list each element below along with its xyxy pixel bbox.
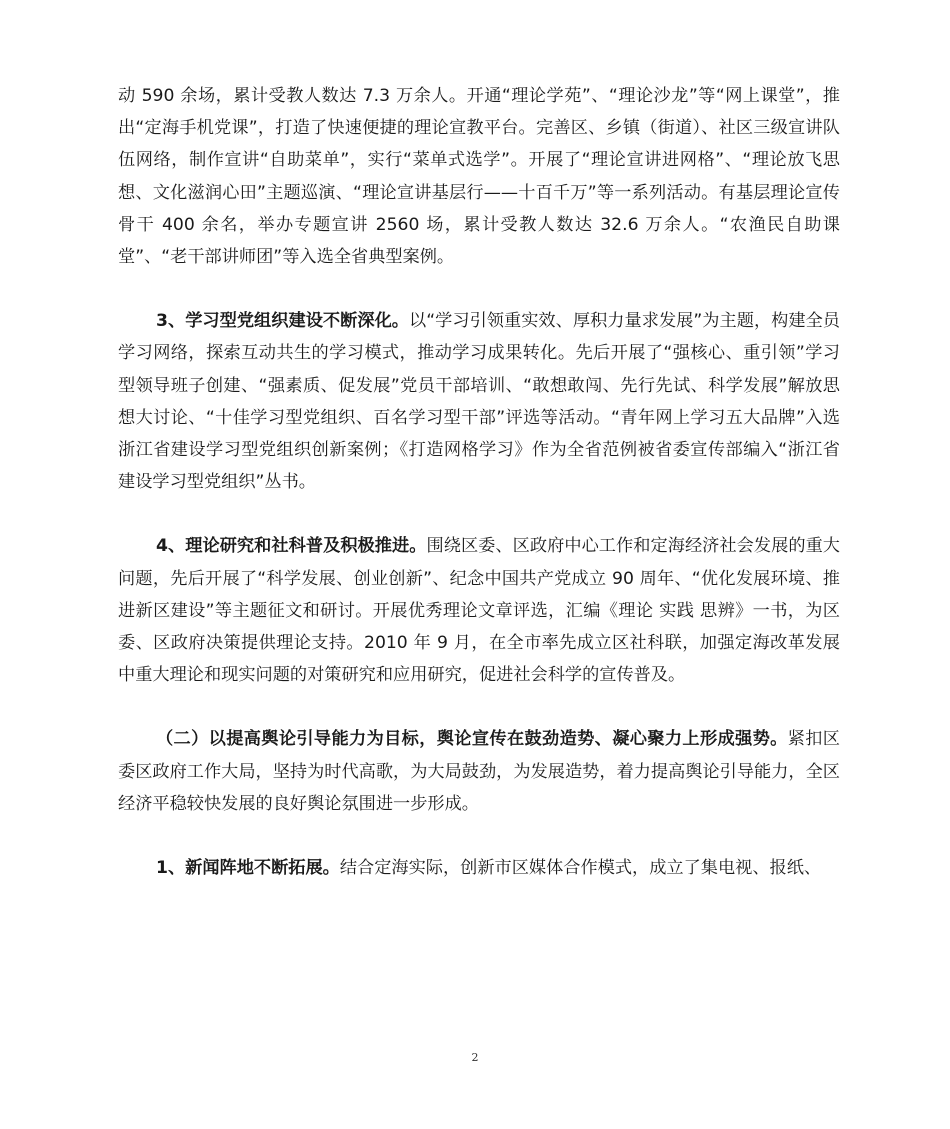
paragraph-heading: 3、学习型党组织建设不断深化。 [156,311,409,332]
paragraph-heading: 1、新闻阵地不断拓展。 [156,858,340,879]
paragraph-text: 紧扣区委区政府工作大局，坚持为时代高歌，为大局鼓劲，为发展造势，着力提高舆论引导能力，全区经济平稳较快发展的良好舆论氛围进一步形成。 [118,729,840,814]
paragraph-heading: 4、理论研究和社科普及积极推进。 [156,536,427,557]
section-heading: （二）以提高舆论引导能力为目标，舆论宣传在鼓劲造势、凝心聚力上形成强势。 [156,729,788,750]
paragraph-spacer [118,820,840,852]
page-number: 2 [471,1051,479,1064]
paragraph-public-opinion [118,723,840,820]
paragraph-text: 以“学习引领重实效、厚积力量求发展”为主题，构建全员学习网络，探索互动共生的学习模式，推动学习成果转化。先后开展了“强核心、重引领”学习型领导班子创建、“强素质、促发展”党员干部培训、“敢想敢闯、先行先试、科学发展”解放思想大讨论、“十佳学习型党组织、百名学习型干部”评选等活动。“青年网上学习五大品牌”入选浙江省建设学习型党组织创新案例；《打造网格学习》作为全省范例被省委宣传部编入“浙江省建设学习型党组织”丛书。 [118,311,840,493]
paragraph-text: 动 590 余场，累计受教人数达 7.3 万余人。开通“理论学苑”、“理论沙龙”等“网上课堂”，推出“定海手机党课”，打造了快速便捷的理论宣教平台。完善区、乡镇（街道）、社区三级宣讲队伍网络，制作宣讲“自助菜单”，实行“菜单式选学”。开展了“理论宣讲进网格”、“理论放飞思想、文化滋润心田”主题巡演、“理论宣讲基层行——十百千万”等一系列活动。有基层理论宣传骨干 400 余名，举办专题宣讲 2560 场，累计受教人数达 32.6 万余人。“农渔民自助课堂”、“老干部讲师团”等入选全省典型案例。 [118,86,840,268]
document-body [118,80,840,884]
paragraph-spacer [118,273,840,305]
paragraph-theory-lectures [118,80,840,273]
paragraph-theory-research [118,530,840,691]
paragraph-news-outlets [118,852,840,884]
paragraph-spacer [118,691,840,723]
paragraph-text: 结合定海实际，创新市区媒体合作模式，成立了集电视、报纸、 [339,858,822,879]
paragraph-learning-party-organization [118,305,840,498]
paragraph-text: 围绕区委、区政府中心工作和定海经济社会发展的重大问题，先后开展了“科学发展、创业创新”、纪念中国共产党成立 90 周年、“优化发展环境、推进新区建设”等主题征文和研讨。开展优秀理论文章评选，汇编《理论 实践 思辨》一书，为区委、区政府决策提供理论支持。2010 年 9 月，在全市率先成立区社科联，加强定海改革发展中重大理论和现实问题的对策研究和应用研究，促进社会科学的宣传普及。 [118,536,840,686]
paragraph-spacer [118,498,840,530]
